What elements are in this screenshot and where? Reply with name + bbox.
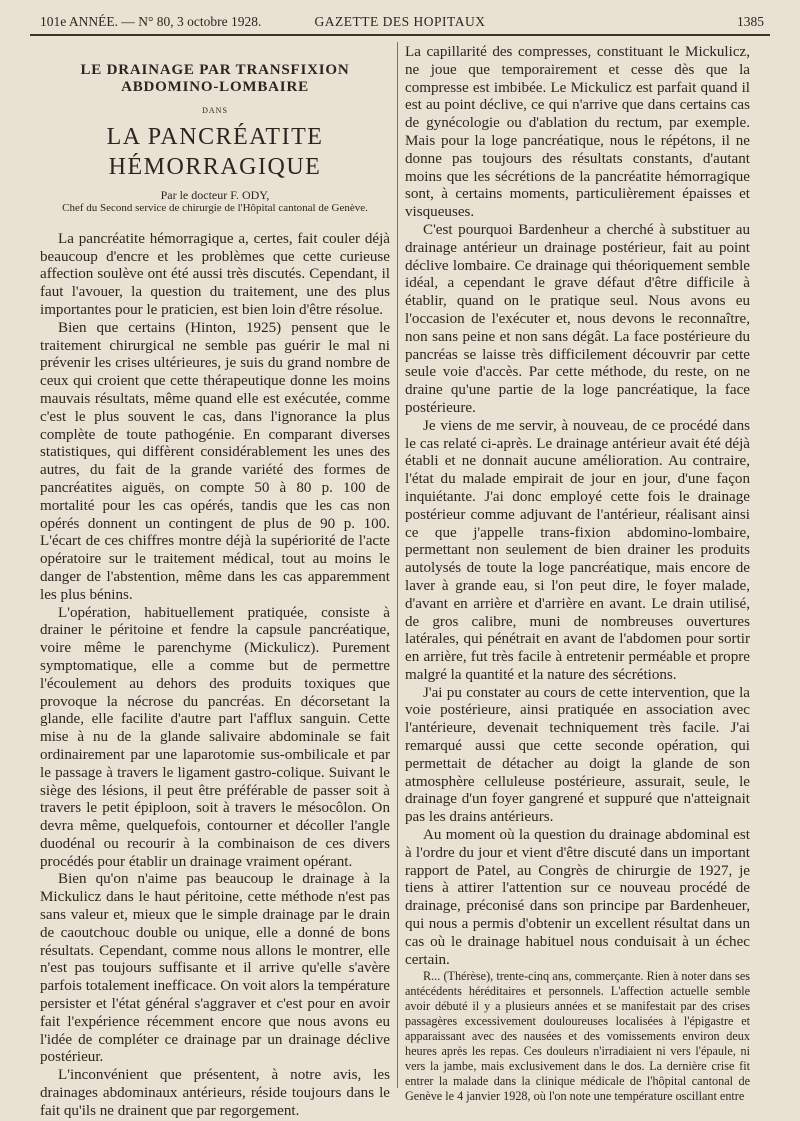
article-connector: DANS [202, 106, 228, 115]
paragraph: Bien que certains (Hinton, 1925) pensent que le traitement chirurgical ne semble pas guérir le mal ni prévenir les crises ultérieures, je suis du grand nombre de ceux qui croient que cette thérapeutique donne les moins mauvais résultats, même quand elle est exécutée, comme c'est le plus souvent le cas, dans l'ignorance la plus complète de toute pathogénie. En comparant diverses statistiques, qui diffèrent considérablement les unes des autres, du fait de la grande variété des formes de pancréatites aiguës, on compte 50 à 80 p. 100 de mortalité pour les cas opérés, tandis que les cas non opérés donnent un contingent de plus de 90 p. 100. L'écart de ces chiffres montre déjà la supériorité de l'acte opératoire sur le traitement médical, tout au moins le danger de l'abstention, même dans les cas apparemment les plus bénins. [40, 319, 390, 603]
paragraph: L'inconvénient que présentent, à notre avis, les drainages abdominaux antérieurs, réside toujours dans le fait qu'ils ne drainent que par regorgement. [40, 1067, 390, 1119]
article-supertitle: LE DRAINAGE PAR TRANSFIXION ABDOMINO-LOMBAIRE [80, 62, 350, 95]
publication-title: GAZETTE DES HOPITAUX [314, 14, 486, 29]
paragraph: Je viens de me servir, à nouveau, de ce procédé dans le cas relaté ci-après. Le drainage antérieur avait été déjà établi et ne donnait aucune amélioration. Au contraire, l'état du malade empirait de jour en jour, d'une façon inquiétante. J'ai donc employé cette fois le drainage postérieur comme adjuvant de l'antérieur, réalisant ainsi ce que j'appelle trans-fixion abdomino-lombaire, permettant non seulement de bien drainer les produits autolysés de toute la loge pancréatique, mais encore de laver à grande eau, si l'on peut dire, le foyer malade, d'avant en arrière et d'arrière en avant. Le drain utilisé, de gros calibre, muni de nombreuses ouvertures latérales, qui pénétrait en avant de l'abdomen pour sortir en arrière, fut très facile à entretenir perméable et propre malgré la quantité et la nature des sécrétions. [405, 417, 750, 683]
right-column [405, 44, 750, 1104]
author-affiliation: Chef du Second service de chirurgie de l'Hôpital cantonal de Genève. [62, 201, 368, 214]
paragraph: J'ai pu constater au cours de cette intervention, que la voie postérieure, ainsi pratiquée en association avec l'antérieure, devenait techniquement très facile. J'ai remarqué aussi que cette seconde opération, qui permettait de détacher au doigt la glande de son atmosphère celluleuse postérieure, assurait, seule, le drainage d'un foyer gangrené et suppuré que n'atteignait pas les drains antérieurs. [405, 684, 750, 826]
paragraph: Bien qu'on n'aime pas beaucoup le drainage à la Mickulicz dans le haut péritoine, cette méthode n'est pas sans valeur et, mieux que le simple drainage par le drain de caoutchouc double ou unique, elle a donné de bons résultats. Cependant, comme nous allons le montrer, elle n'est pas toujours suffisante et il arrive qu'elle s'avère parfois totalement inefficace. On voit alors la température persister et l'état général s'aggraver et c'est pour en avoir fait l'expérience récemment encore que nous avons eu l'idée de compléter ce drainage par un drainage déclive postérieur. [40, 871, 390, 1066]
left-column [40, 44, 390, 1119]
column-divider [397, 42, 398, 1088]
article-author: Par le docteur F. ODY, [160, 187, 270, 202]
paragraph: La capillarité des compresses, constituant le Mickulicz, ne joue que temporairement et cesse dès que la compresse est imbibée. Le Mickulicz est parfait quand il est au point déclive, ce qui n'arrive que dans certains cas de gynécologie ou d'ablation du rectum, par exemple. Mais pour la loge pancréatique, nous le répétons, il ne donne pas toujours des résultats constants, d'autant moins que les sécrétions de la pancréatite hémorragique sont, à certains moments, particulièrement épaisses et visqueuses. [405, 44, 750, 221]
paragraph: La pancréatite hémorragique a, certes, fait couler déjà beaucoup d'encre et les problèmes que cette curieuse affection soulève ont été aussi très discutés. Cependant, il faut l'avouer, la question du traitement, une des plus importantes pour le praticien, est bien loin d'être résolue. [40, 230, 390, 318]
paragraph: Au moment où la question du drainage abdominal est à l'ordre du jour et vient d'être discuté dans un important rapport de Patel, au Congrès de chirurgie de 1927, je tiens à attirer l'attention sur ce nouveau procédé de drainage, préconisé dans son principe par Bardenheuer, qui nous a permis d'obtenir un excellent résultat dans un cas où le drainage habituel nous conduisait à un échec certain. [405, 827, 750, 968]
page-header [30, 12, 770, 36]
case-report: R... (Thérèse), trente-cinq ans, commerçante. Rien à noter dans ses antécédents héréditaires et personnels. L'affection actuelle semble avoir débuté il y a plusieurs années et se manifestait par des crises passagères excessivement douloureuses localisées à l'épigastre et apparaissant avec des nausées et des vomissements environ deux heures après les repas. Ces douleurs n'irradiaient ni vers l'épaule, ni vers la jambe, mais exclusivement dans le dos. La dernière crise fit entrer la malade dans la clinique médicale de l'hôpital cantonal de Genève le 4 janvier 1928, où l'on note une température oscillant entre [405, 969, 750, 1104]
paragraph: L'opération, habituellement pratiquée, consiste à drainer le péritoine et fendre la capsule pancréatique, voire même le parenchyme (Mickulicz). Purement symptomatique, elle a comme but de permettre l'écoulement au dehors des produits toxiques que provoque la nécrose du pancréas. En décorsetant la glande, elle facilite d'autre part l'afflux sanguin. Cette mise à nu de la glande salivaire abdominale se fait ordinairement par une laparotomie sus-ombilicale et par le passage à travers le ligament gastro-colique. Suivant le siège des lésions, il peut être préférable de passer soit à travers le petit épiploon, soit à travers le mésocôlon. On devra même, quelquefois, contourner et décoller l'angle duodénal ou recourir à la combinaison de ces divers procédés pour établir un drainage vraiment opérant. [40, 604, 390, 870]
paragraph: C'est pourquoi Bardenheur a cherché à substituer au drainage antérieur un drainage postérieur, fait au point déclive lombaire. Ce drainage qui théoriquement semble idéal, a cependant le grave défaut d'être difficile à établir, quand on le pratique seul. Nous avons eu l'occasion de l'exécuter et, nous devons le reconnaître, non sans peine et non sans dégât. La face postérieure du pancréas se laisse très difficilement découvrir par cette seule voie d'accès. Par cette méthode, du reste, on ne draine qu'une partie de la loge pancréatique, la face postérieure. [405, 221, 750, 416]
article-title: LA PANCRÉATITE HÉMORRAGIQUE [106, 123, 324, 180]
page-number: 1385 [737, 14, 764, 29]
issue-info: 101e ANNÉE. — N° 80, 3 octobre 1928. [40, 14, 262, 29]
